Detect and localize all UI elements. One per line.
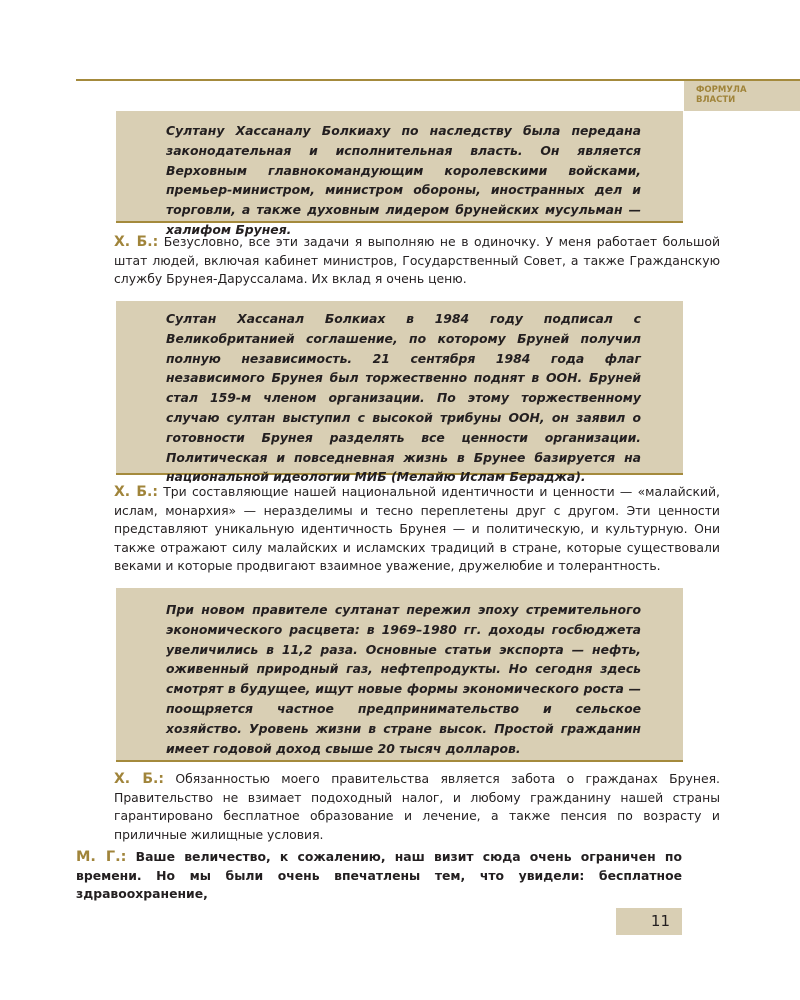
info-box-1 <box>116 111 683 237</box>
question-paragraph <box>76 848 682 904</box>
speaker-label: Х. Б.: <box>114 484 158 500</box>
page-number: 11 <box>616 908 682 935</box>
speaker-label: Х. Б.: <box>114 234 159 250</box>
answer-paragraph-2 <box>76 483 720 576</box>
info-box-text: Султану Хассаналу Болкиаху по наследству была передана законодательная и исполнительная власть. Он является Верховным главнокомандующим королевскими войсками, премьер-министром, министром обороны, иностранных дел и торговли, а также духовным лидером брунейских мусульман — халифом Брунея. <box>166 123 641 237</box>
speaker-label: М. Г.: <box>76 849 127 865</box>
section-tab <box>684 81 800 111</box>
section-title-line2: ВЛАСТИ <box>696 95 736 105</box>
info-box-3 <box>116 588 683 762</box>
paragraph-text: Три составляющие нашей национальной идентичности и ценности — «малайский, ислам, монархия» — неразделимы и тесно переплетены друг с другом. Эти ценности представляют уникальную идентичность Брунея — и политическую, и культурную. Они также отражают силу малайских и исламских традиций в стране, которые существовали веками и которые продвигают взаимное уважение, дружелюбие и толерантность. <box>114 484 720 573</box>
info-box-text: Султан Хассанал Болкиах в 1984 году подписал с Великобританией соглашение, по которому Бруней получил полную независимость. 21 сентября 1984 года флаг независимого Брунея был торжественно поднят в ООН. Бруней стал 159-м членом организации. По этому торжественному случаю султан выступил с высокой трибуны ООН, он заявил о готовности Брунея разделять все ценности организации. Политическая и повседневная жизнь в Брунее базируется на национальной идеологии МИБ (Мелайю Ислам Бераджа). <box>166 311 641 485</box>
section-title-line1: ФОРМУЛА <box>696 85 747 95</box>
answer-paragraph-3 <box>76 770 720 844</box>
info-box-2 <box>116 301 683 485</box>
paragraph-text: Безусловно, все эти задачи я выполняю не в одиночку. У меня работает большой штат людей, включая кабинет министров, Государственный Совет, а также Гражданскую службу Брунея-Даруссалама. Их вклад я очень ценю. <box>114 234 720 286</box>
info-box-text: При новом правителе султанат пережил эпоху стремительного экономического расцвета: в 1969–1980 гг. доходы госбюджета увеличились в 11,2 раза. Основные статьи экспорта — нефть, оживенный природный газ, нефтепродукты. Но сегодня здесь смотрят в будущее, ищут новые формы экономического роста — поощряется частное предпринимательство и сельское хозяйство. Уровень жизни в стране высок. Простой гражданин имеет годовой доход свыше 20 тысяч долларов. <box>166 602 641 756</box>
paragraph-text: Обязанностью моего правительства является забота о гражданах Брунея. Правительство не взимает подоходный налог, и любому гражданину нашей страны гарантировано бесплатное образование и лечение, а также пенсия по возрасту и приличные жилищные условия. <box>114 771 720 842</box>
speaker-label: Х. Б.: <box>114 771 164 787</box>
paragraph-text: Ваше величество, к сожалению, наш визит сюда очень ограничен по времени. Но мы были очень впечатлены тем, что увидели: бесплатное здравоохранение, <box>76 849 682 901</box>
answer-paragraph-1 <box>76 233 720 289</box>
